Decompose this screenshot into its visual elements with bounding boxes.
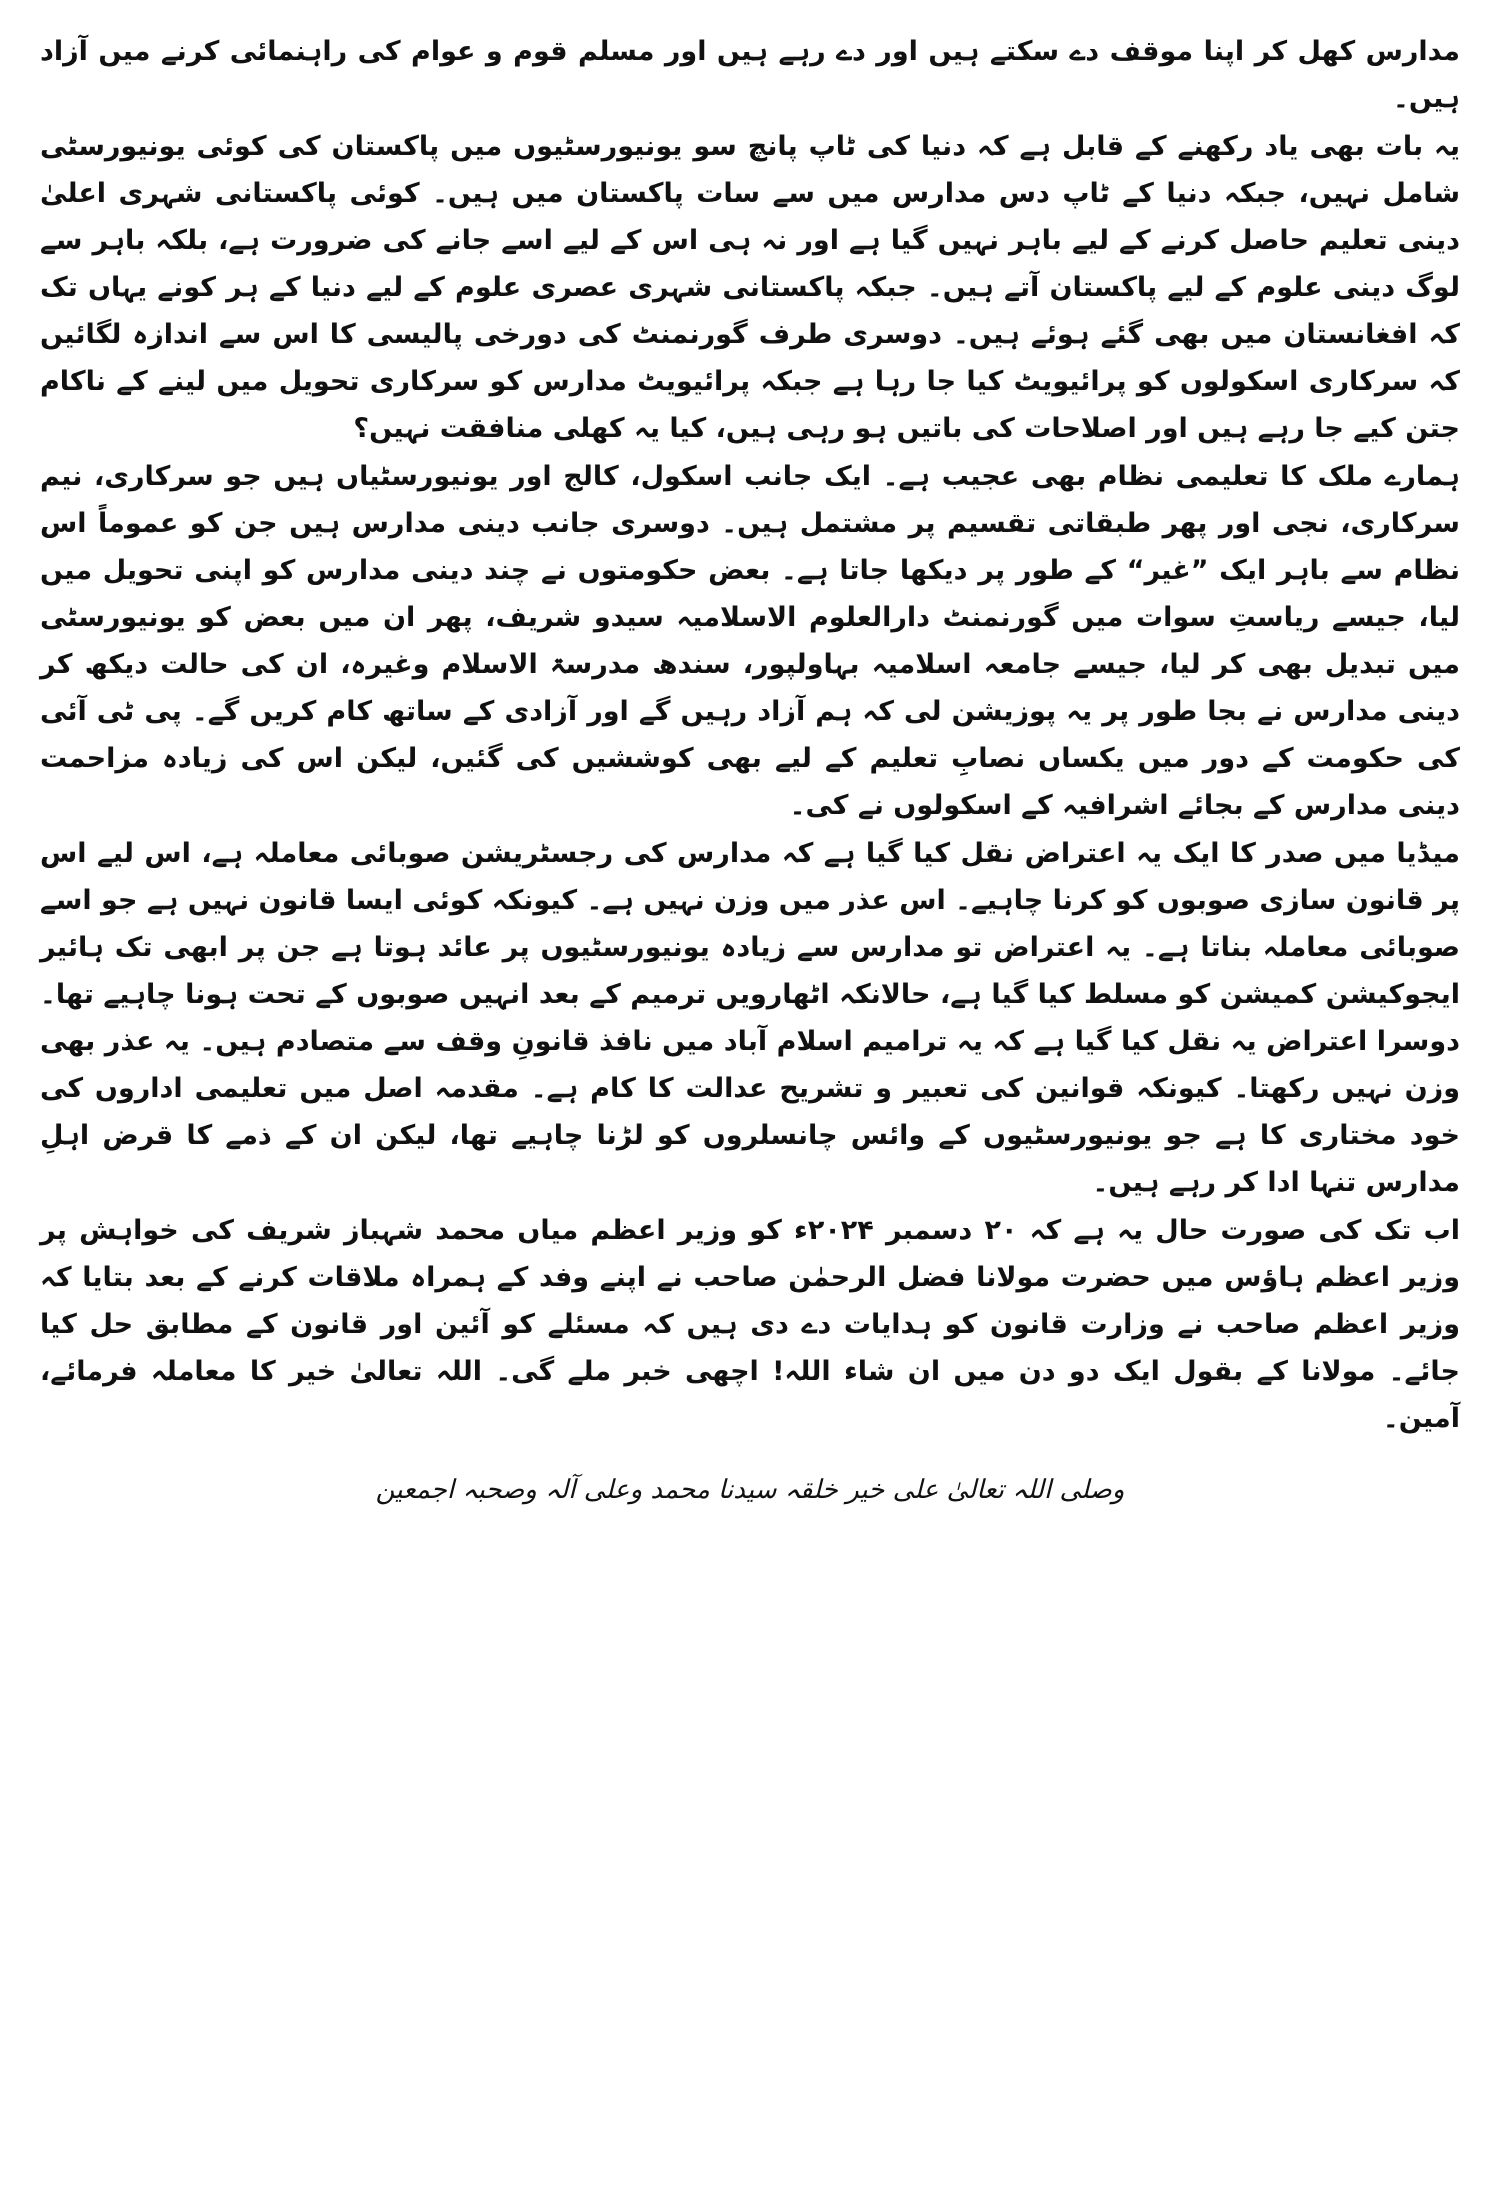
closing-benediction: وصلی اللہ تعالیٰ علی خیر خلقہ سیدنا محمد وعلی آلہ وصحبہ اجمعین xyxy=(375,1475,1125,1505)
paragraph-4: میڈیا میں صدر کا ایک یہ اعتراض نقل کیا گیا ہے کہ مدارس کی رجسٹریشن صوبائی معاملہ ہے، اس لیے اس پر قانون سازی صوبوں کو کرنا چاہیے۔ اس عذر میں وزن نہیں ہے۔ کیونکہ کوئی ایسا قانون نہیں ہے جو اسے صوبائی معاملہ بناتا ہے۔ یہ اعتراض تو مدارس سے زیادہ یونیورسٹیوں پر عائد ہوتا ہے جن پر ابھی تک ہائیر ایجوکیشن کمیشن کو مسلط کیا گیا ہے، حالانکہ اٹھارویں ترمیم کے بعد انہیں صوبوں کے تحت ہونا چاہیے تھا۔ دوسرا اعتراض یہ نقل کیا گیا ہے کہ یہ ترامیم اسلام آباد میں نافذ قانونِ وقف سے متصادم ہیں۔ یہ عذر بھی وزن نہیں رکھتا۔ کیونکہ قوانین کی تعبیر و تشریح عدالت کا کام ہے۔ مقدمہ اصل میں تعلیمی اداروں کی خود مختاری کا ہے جو یونیورسٹیوں کے وائس چانسلروں کو لڑنا چاہیے تھا، لیکن ان کے ذمے کا قرض اہلِ مدارس تنہا ادا کر رہے ہیں۔ xyxy=(40,838,1460,1198)
paragraph-5: اب تک کی صورت حال یہ ہے کہ ۲۰ دسمبر ۲۰۲۴ء کو وزیر اعظم میاں محمد شہباز شریف کی خواہش پر وزیر اعظم ہاؤس میں حضرت مولانا فضل الرحمٰن صاحب نے اپنے وفد کے ہمراہ ملاقات کرنے کے بعد بتایا کہ وزیر اعظم صاحب نے وزارت قانون کو ہدایات دے دی ہیں کہ مسئلے کو آئین اور قانون کے مطابق حل کیا جائے۔ مولانا کے بقول ایک دو دن میں ان شاء اللہ! اچھی خبر ملے گی۔ اللہ تعالیٰ خیر کا معاملہ فرمائے، آمین۔ xyxy=(40,1215,1460,1434)
paragraph-2: یہ بات بھی یاد رکھنے کے قابل ہے کہ دنیا کی ٹاپ پانچ سو یونیورسٹیوں میں پاکستان کی کوئی یونیورسٹی شامل نہیں، جبکہ دنیا کے ٹاپ دس مدارس میں سے سات پاکستان میں ہیں۔ کوئی پاکستانی شہری اعلیٰ دینی تعلیم حاصل کرنے کے لیے باہر نہیں گیا ہے اور نہ ہی اس کے لیے اسے جانے کی ضرورت ہے، بلکہ باہر سے لوگ دینی علوم کے لیے پاکستان آتے ہیں۔ جبکہ پاکستانی شہری عصری علوم کے لیے دنیا کے ہر کونے یہاں تک کہ افغانستان میں بھی گئے ہوئے ہیں۔ دوسری طرف گورنمنٹ کی دورخی پالیسی کا اس سے اندازہ لگائیں کہ سرکاری اسکولوں کو پرائیویٹ کیا جا رہا ہے جبکہ پرائیویٹ مدارس کو سرکاری تحویل میں لینے کے ناکام جتن کیے جا رہے ہیں اور اصلاحات کی باتیں ہو رہی ہیں، کیا یہ کھلی منافقت نہیں؟ xyxy=(40,131,1460,444)
paragraph-3: ہمارے ملک کا تعلیمی نظام بھی عجیب ہے۔ ایک جانب اسکول، کالج اور یونیورسٹیاں ہیں جو سرکاری، نیم سرکاری، نجی اور پھر طبقاتی تقسیم پر مشتمل ہیں۔ دوسری جانب دینی مدارس ہیں جن کو عموماً اس نظام سے باہر ایک ”غیر“ کے طور پر دیکھا جاتا ہے۔ بعض حکومتوں نے چند دینی مدارس کو اپنی تحویل میں لیا، جیسے ریاستِ سوات میں گورنمنٹ دارالعلوم الاسلامیہ سیدو شریف، پھر ان میں بعض کو یونیورسٹی میں تبدیل بھی کر لیا، جیسے جامعہ اسلامیہ بہاولپور، سندھ مدرسۃ الاسلام وغیرہ، ان کی حالت دیکھ کر دینی مدارس نے بجا طور پر یہ پوزیشن لی کہ ہم آزاد رہیں گے اور آزادی کے ساتھ کام کریں گے۔ پی ٹی آئی کی حکومت کے دور میں یکساں نصابِ تعلیم کے لیے بھی کوششیں کی گئیں، لیکن اس کی زیادہ مزاحمت دینی مدارس کے بجائے اشرافیہ کے اسکولوں نے کی۔ xyxy=(40,461,1460,821)
paragraph-1: مدارس کھل کر اپنا موقف دے سکتے ہیں اور دے رہے ہیں اور مسلم قوم و عوام کی راہنمائی کرنے میں آزاد ہیں۔ xyxy=(40,36,1460,114)
article-body xyxy=(40,28,1460,1536)
